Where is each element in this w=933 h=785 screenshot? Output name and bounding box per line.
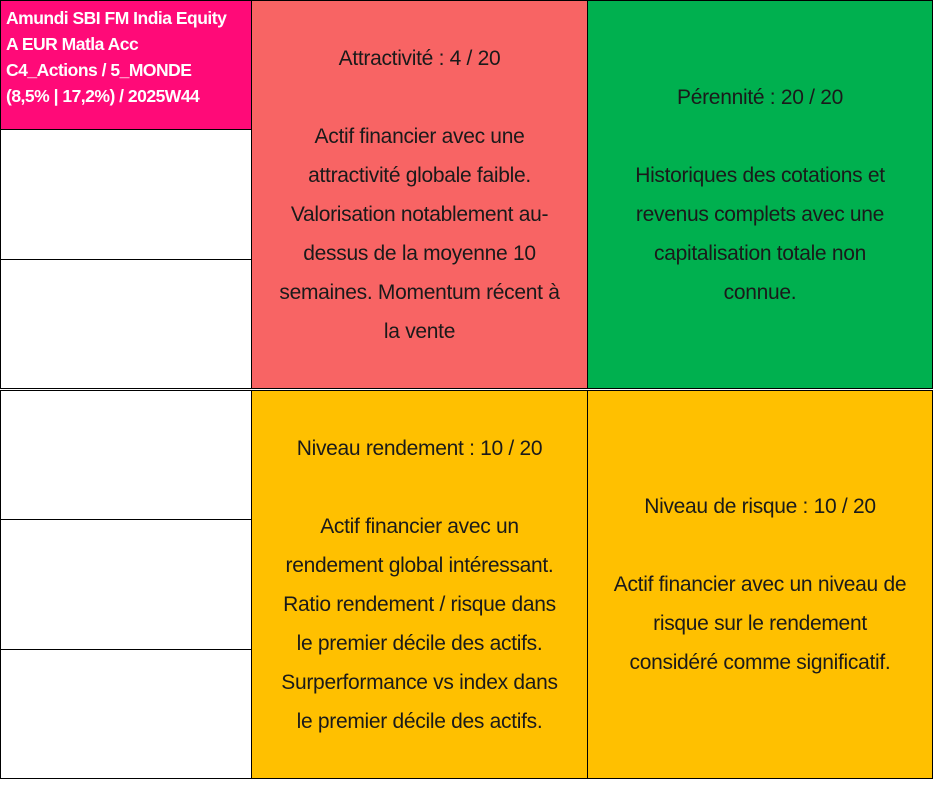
perennite-text-line: connue.: [723, 280, 797, 304]
attractivite-panel: [251, 0, 588, 389]
rendement-text-line: le premier décile des actifs.: [296, 709, 543, 733]
rendement-text-line: Ratio rendement / risque dans: [283, 592, 556, 616]
attractivite-text-line: Actif financier avec une: [314, 124, 525, 148]
fund-category-line: C4_Actions / 5_MONDE: [6, 60, 192, 80]
fund-name-line-1: Amundi SBI FM India Equity: [6, 8, 227, 28]
rendement-panel: [251, 390, 588, 779]
rendement-score: Niveau rendement : 10 / 20: [296, 436, 543, 460]
attractivite-text-line: dessus de la moyenne 10: [303, 241, 536, 265]
fund-stats-line: (8,5% | 17,2%) / 2025W44: [6, 86, 200, 106]
blank-cell-2: [0, 259, 252, 389]
risque-text-line: Actif financier avec un niveau de: [613, 573, 907, 596]
attractivite-text-line: semaines. Momentum récent à: [279, 280, 560, 304]
rendement-text-line: rendement global intéressant.: [285, 553, 554, 577]
blank-cell-3: [0, 390, 252, 520]
risque-score: Niveau de risque : 10 / 20: [644, 495, 876, 518]
rendement-text-line: Actif financier avec un: [320, 514, 519, 538]
risque-text-line: considéré comme significatif.: [629, 651, 891, 674]
fund-title-cell: [0, 0, 252, 130]
attractivite-text-line: la vente: [383, 319, 456, 343]
perennite-text-line: revenus complets avec une: [635, 202, 885, 226]
attractivite-text-line: Valorisation notablement au-: [290, 202, 549, 226]
risque-text-line: risque sur le rendement: [653, 612, 867, 635]
blank-cell-5: [0, 649, 252, 779]
perennite-panel: [587, 0, 933, 389]
blank-cell-1: [0, 129, 252, 260]
attractivite-text-line: attractivité globale faible.: [308, 163, 531, 187]
blank-cell-4: [0, 519, 252, 650]
attractivite-score: Attractivité : 4 / 20: [338, 46, 501, 70]
perennite-text-line: Historiques des cotations et: [635, 163, 885, 187]
rendement-text-line: le premier décile des actifs.: [296, 631, 543, 655]
risque-panel: [587, 390, 933, 779]
rendement-text-line: Surperformance vs index dans: [281, 670, 558, 694]
perennite-score: Pérennité : 20 / 20: [677, 85, 843, 109]
fund-name-line-2: A EUR Matla Acc: [6, 34, 139, 54]
perennite-text-line: capitalisation totale non: [654, 241, 866, 265]
